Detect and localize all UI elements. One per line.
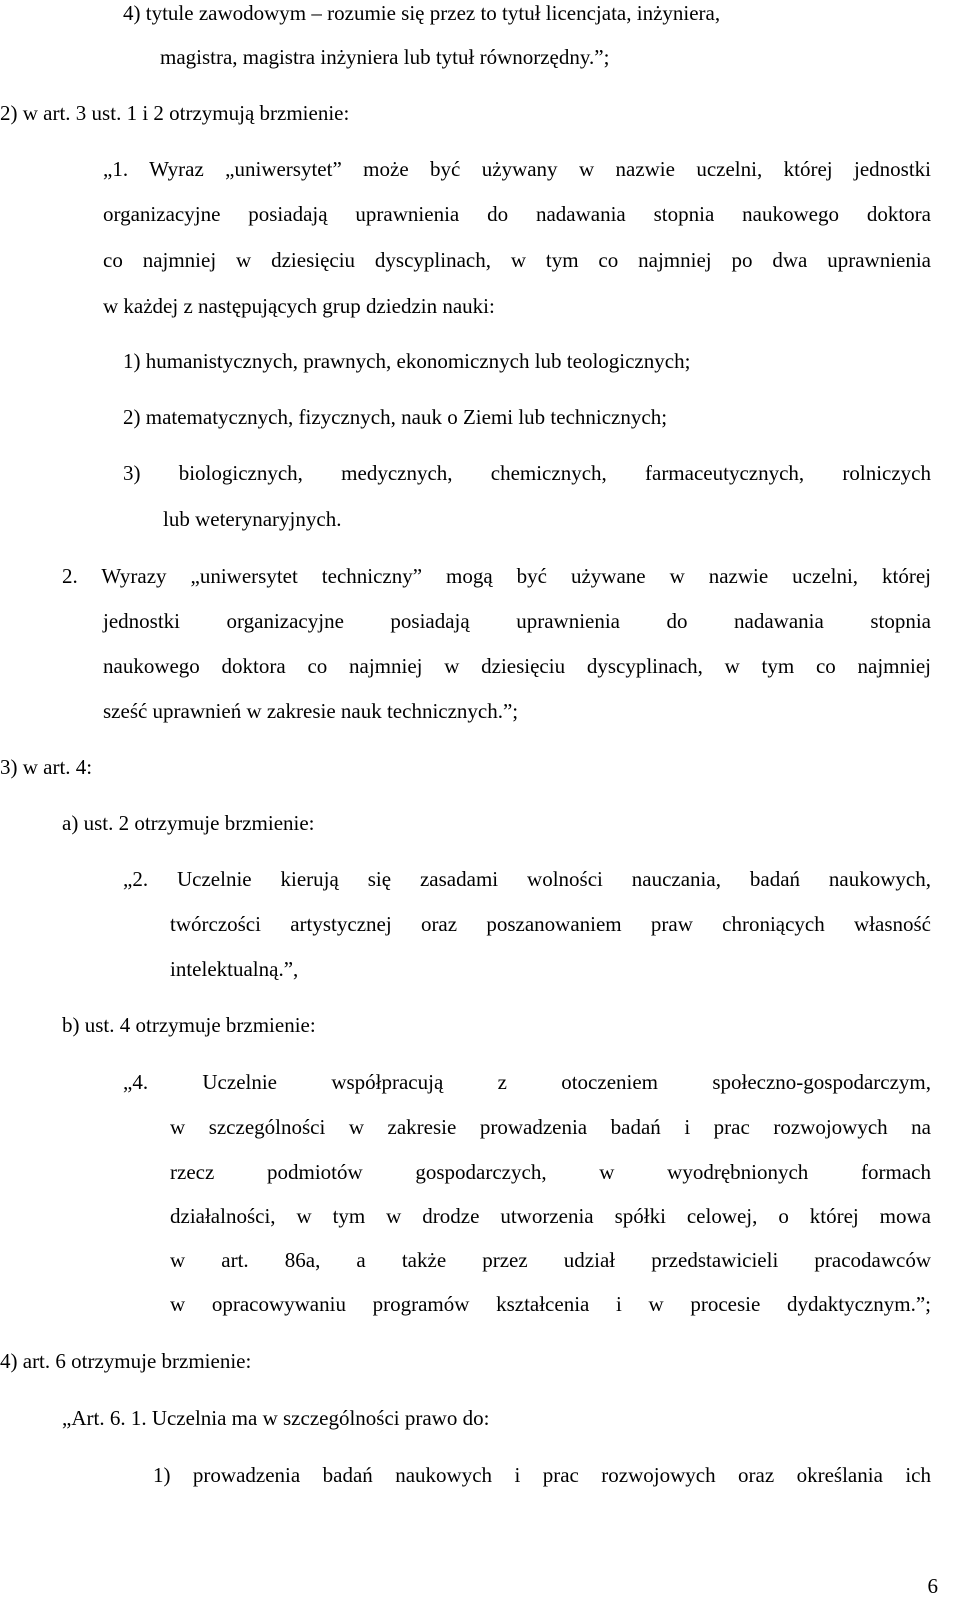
text-line: działalności, w tym w drodze utworzenia spółki celowej, o której mowa	[170, 1204, 931, 1228]
text-line: b) ust. 4 otrzymuje brzmienie:	[62, 1013, 316, 1037]
text-line: organizacyjne posiadają uprawnienia do nadawania stopnia naukowego doktora	[103, 202, 931, 226]
text-line: 2. Wyrazy „uniwersytet techniczny” mogą być używane w nazwie uczelni, której	[62, 564, 931, 588]
text-line: lub weterynaryjnych.	[163, 507, 342, 531]
text-line: sześć uprawnień w zakresie nauk technicznych.”;	[103, 699, 519, 723]
text-line: twórczości artystycznej oraz poszanowaniem praw chroniących własność	[170, 912, 931, 936]
text-line: w art. 86a, a także przez udział przedstawicieli pracodawców	[170, 1248, 931, 1272]
text-line: magistra, magistra inżyniera lub tytuł równorzędny.”;	[160, 45, 610, 69]
text-line: intelektualną.”,	[170, 957, 299, 981]
text-line: w szczególności w zakresie prowadzenia badań i prac rozwojowych na	[170, 1115, 931, 1139]
text-line: a) ust. 2 otrzymuje brzmienie:	[62, 811, 315, 835]
text-line: naukowego doktora co najmniej w dziesięciu dyscyplinach, w tym co najmniej	[103, 654, 931, 678]
list-item: 1) prowadzenia badań naukowych i prac rozwojowych oraz określania ich	[153, 1463, 931, 1487]
text-line: rzecz podmiotów gospodarczych, w wyodrębnionych formach	[170, 1160, 931, 1184]
text-line: „1. Wyraz „uniwersytet” może być używany w nazwie uczelni, której jednostki	[103, 157, 931, 181]
text-line: 2) w art. 3 ust. 1 i 2 otrzymują brzmienie:	[0, 101, 350, 125]
text-line: jednostki organizacyjne posiadają uprawnienia do nadawania stopnia	[103, 609, 931, 633]
text-line: co najmniej w dziesięciu dyscyplinach, w tym co najmniej po dwa uprawnienia	[103, 248, 931, 272]
list-item: 1) humanistycznych, prawnych, ekonomicznych lub teologicznych;	[123, 349, 691, 373]
list-item: 3) biologicznych, medycznych, chemicznych, farmaceutycznych, rolniczych	[123, 461, 931, 485]
text-line: 4) art. 6 otrzymuje brzmienie:	[0, 1349, 252, 1373]
page-number: 6	[927, 1574, 938, 1598]
text-line: „4. Uczelnie współpracują z otoczeniem społeczno-gospodarczym,	[123, 1070, 931, 1094]
text-line: 3) w art. 4:	[0, 755, 93, 779]
text-line: 4) tytule zawodowym – rozumie się przez to tytuł licencjata, inżyniera,	[123, 1, 721, 25]
text-line: „2. Uczelnie kierują się zasadami wolności nauczania, badań naukowych,	[123, 867, 931, 891]
text-line: w opracowywaniu programów kształcenia i w procesie dydaktycznym.”;	[170, 1292, 931, 1316]
list-item: 2) matematycznych, fizycznych, nauk o Ziemi lub technicznych;	[123, 405, 668, 429]
text-line: „Art. 6. 1. Uczelnia ma w szczególności prawo do:	[62, 1406, 490, 1430]
text-line: w każdej z następujących grup dziedzin nauki:	[103, 294, 495, 318]
